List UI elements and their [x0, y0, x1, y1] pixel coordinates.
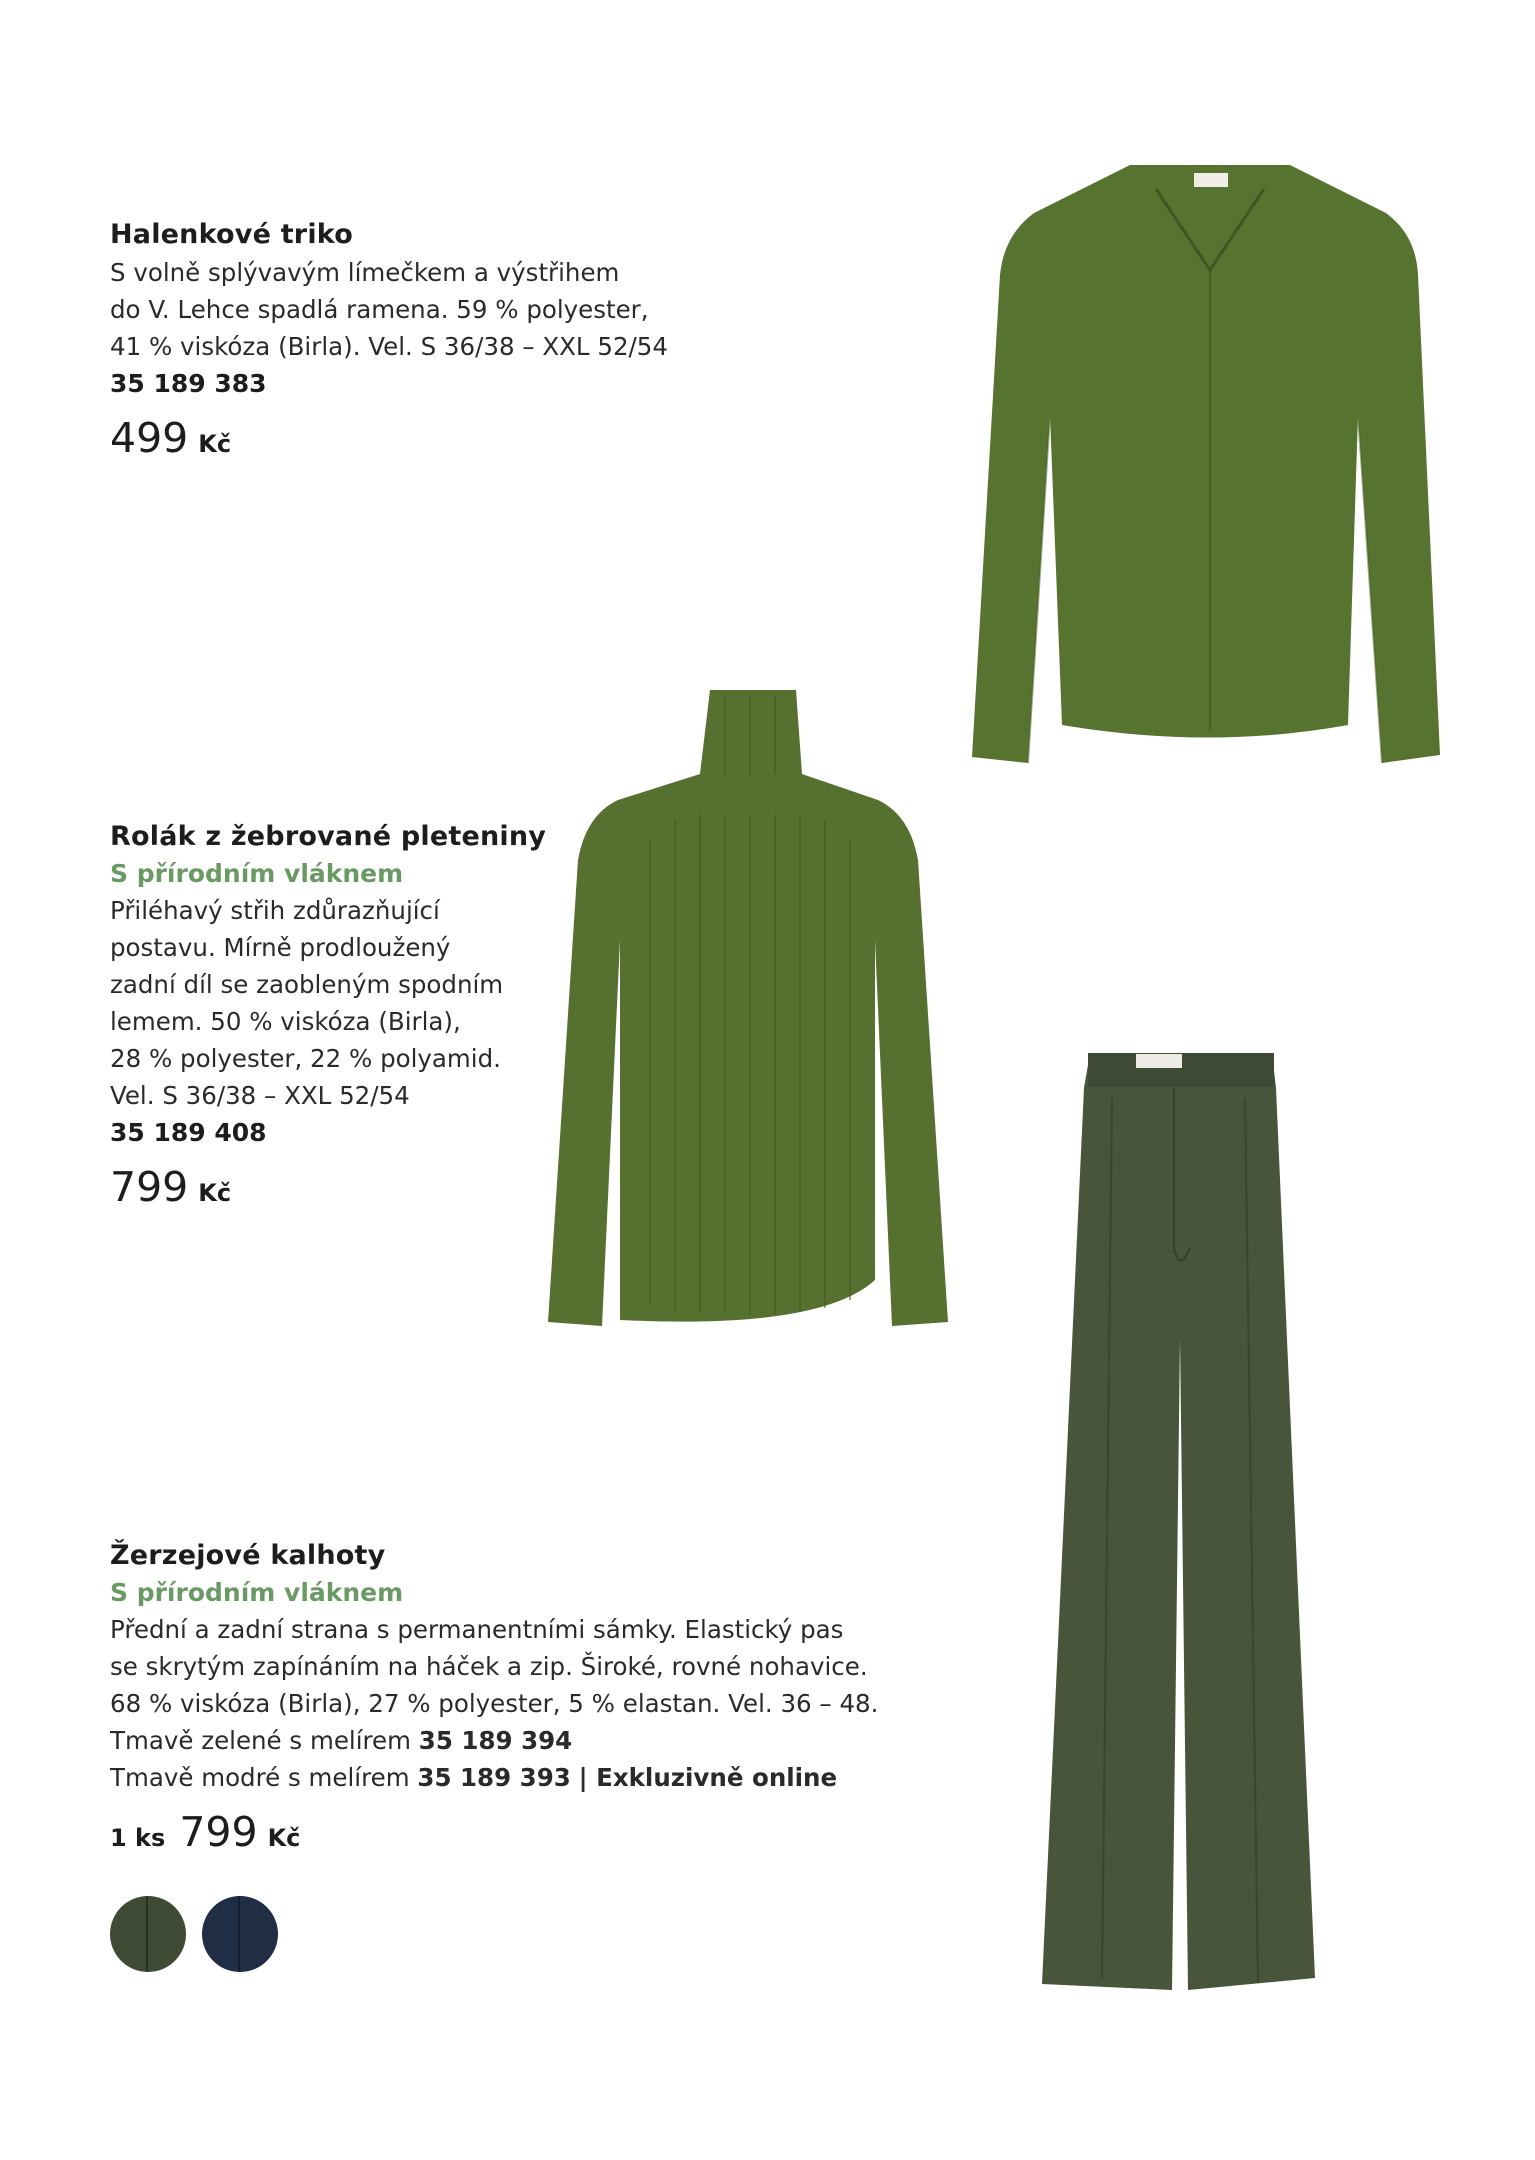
- description-line: 28 % polyester, 22 % polyamid.: [110, 1044, 501, 1073]
- blouse-image[interactable]: [970, 165, 1450, 785]
- price-amount: 799: [110, 1163, 189, 1211]
- description-line: Přední a zadní strana s permanentními sámky. Elastický pas: [110, 1615, 844, 1644]
- description-line: 41 % viskóza (Birla). Vel. S 36/38 – XXL 52/54: [110, 332, 668, 361]
- variant-label: Tmavě modré s melírem: [110, 1763, 410, 1792]
- price-currency: Kč: [198, 1179, 232, 1207]
- description-line: se skrytým zapínáním na háček a zip. Široké, rovné nohavice.: [110, 1652, 868, 1681]
- variant-line: [110, 1759, 878, 1796]
- variant-article: 35 189 394: [418, 1726, 573, 1755]
- product-blouse-info: [110, 216, 668, 472]
- description-line: do V. Lehce spadlá ramena. 59 % polyester,: [110, 295, 649, 324]
- product-description: [110, 1611, 878, 1796]
- description-line: Vel. S 36/38 – XXL 52/54: [110, 1081, 410, 1110]
- blouse-body: [972, 165, 1440, 763]
- description-line: lemem. 50 % viskóza (Birla),: [110, 1007, 461, 1036]
- article-number: 35 189 408: [110, 1118, 267, 1147]
- product-turtleneck-info: [110, 818, 546, 1221]
- product-tagline: S přírodním vláknem: [110, 859, 404, 888]
- product-title: Žerzejové kalhoty: [110, 1540, 386, 1571]
- product-trousers-info: [110, 1537, 878, 1972]
- product-description: [110, 892, 546, 1114]
- turtleneck-body: [548, 690, 948, 1326]
- swatch-dark-green[interactable]: [110, 1896, 186, 1972]
- variant-note: | Exkluzivně online: [578, 1763, 838, 1792]
- description-line: zadní díl se zaobleným spodním: [110, 970, 504, 999]
- price-amount: 499: [110, 414, 189, 462]
- product-description: [110, 254, 668, 365]
- product-tagline: S přírodním vláknem: [110, 1578, 404, 1607]
- price: [110, 410, 668, 472]
- price-currency: Kč: [198, 430, 232, 458]
- swatch-dark-blue[interactable]: [202, 1896, 278, 1972]
- color-swatches: [110, 1896, 878, 1972]
- turtleneck-image[interactable]: [540, 690, 970, 1330]
- trousers-body: [1042, 1053, 1315, 1990]
- price: [110, 1159, 546, 1221]
- trousers-image[interactable]: [1040, 1048, 1320, 1998]
- description-line: 68 % viskóza (Birla), 27 % polyester, 5 % elastan. Vel. 36 – 48.: [110, 1689, 879, 1718]
- price-currency: Kč: [267, 1824, 301, 1852]
- product-title: Halenkové triko: [110, 219, 353, 250]
- price-quantity: 1 ks: [110, 1824, 166, 1852]
- variant-label: Tmavě zelené s melírem: [110, 1726, 411, 1755]
- product-title: Rolák z žebrované pleteniny: [110, 821, 547, 852]
- description-line: Přiléhavý střih zdůrazňující: [110, 896, 440, 925]
- article-number: 35 189 383: [110, 369, 267, 398]
- variant-article: 35 189 393: [417, 1763, 571, 1792]
- price-amount: 799: [179, 1808, 258, 1856]
- variant-line: [110, 1722, 878, 1759]
- price: [110, 1804, 878, 1866]
- description-line: postavu. Mírně prodloužený: [110, 933, 451, 962]
- description-line: S volně splývavým límečkem a výstřihem: [110, 258, 620, 287]
